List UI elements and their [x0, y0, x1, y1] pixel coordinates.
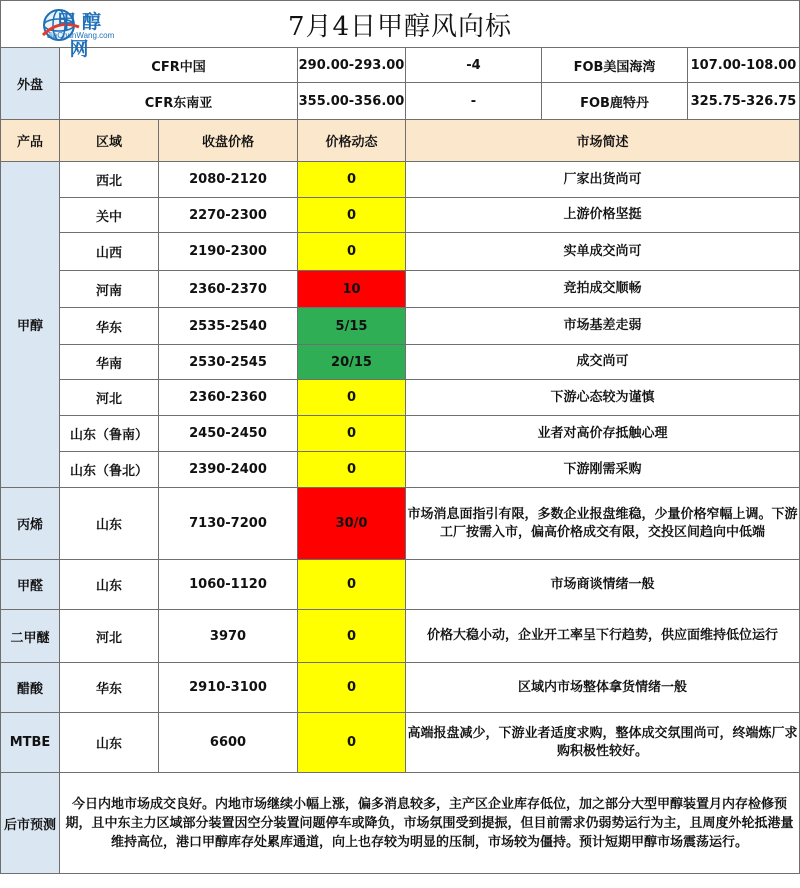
page-title: 7月4日甲醇风向标	[287, 11, 513, 42]
external-change-1a: -4	[406, 48, 542, 83]
price-cell: 2535-2540	[159, 308, 298, 345]
methanol-row	[1, 198, 800, 233]
methanol-row	[1, 271, 800, 308]
title-row	[1, 1, 800, 60]
jiachunwang-logo	[5, 5, 117, 60]
logo-chinese-text: 甲醇网	[56, 11, 107, 60]
methanol-row	[1, 380, 800, 416]
change-cell: 0	[298, 416, 406, 452]
region-cell: 华东	[60, 663, 159, 713]
header-close-price: 收盘价格	[159, 120, 298, 162]
desc-cell: 高端报盘减少，下游业者适度求购，整体成交氛围尚可，终端炼厂求购积极性较好。	[406, 713, 800, 773]
change-cell: 0	[298, 380, 406, 416]
logo-english-text: JiaChunWang.com	[47, 31, 115, 40]
dme-row	[1, 610, 800, 663]
price-cell: 3970	[159, 610, 298, 663]
region-cell: 山东（鲁南）	[60, 416, 159, 452]
external-row-2	[1, 83, 800, 120]
region-cell: 山东	[60, 560, 159, 610]
price-cell: 2450-2450	[159, 416, 298, 452]
external-change-2a: -	[406, 83, 542, 120]
header-market-summary: 市场简述	[406, 120, 800, 162]
external-price-1a: 290.00-293.00	[298, 48, 406, 83]
desc-cell: 实单成交尚可	[406, 233, 800, 271]
region-cell: 山西	[60, 233, 159, 271]
region-cell: 华东	[60, 308, 159, 345]
change-cell: 30/0	[298, 488, 406, 560]
external-price-2a: 355.00-356.00	[298, 83, 406, 120]
report-table	[0, 0, 800, 120]
region-cell: 河南	[60, 271, 159, 308]
external-name-1a: CFR中国	[60, 48, 298, 83]
region-cell: 华南	[60, 345, 159, 380]
methanol-row	[1, 452, 800, 488]
methanol-row	[1, 345, 800, 380]
change-cell: 0	[298, 713, 406, 773]
price-cell: 2270-2300	[159, 198, 298, 233]
region-cell: 河北	[60, 610, 159, 663]
region-cell: 河北	[60, 380, 159, 416]
header-region: 区域	[60, 120, 159, 162]
desc-cell: 价格大稳小动，企业开工率呈下行趋势，供应面维持低位运行	[406, 610, 800, 663]
region-cell: 山东（鲁北）	[60, 452, 159, 488]
change-cell: 0	[298, 610, 406, 663]
price-cell: 6600	[159, 713, 298, 773]
price-cell: 1060-1120	[159, 560, 298, 610]
acetic-row	[1, 663, 800, 713]
price-cell: 2390-2400	[159, 452, 298, 488]
change-cell: 0	[298, 198, 406, 233]
external-price-1b: 107.00-108.00	[688, 48, 800, 83]
price-cell: 2530-2545	[159, 345, 298, 380]
desc-cell: 下游刚需采购	[406, 452, 800, 488]
desc-cell: 厂家出货尚可	[406, 162, 800, 198]
methanol-row	[1, 162, 800, 198]
mtbe-row	[1, 713, 800, 773]
product-mtbe: MTBE	[1, 713, 60, 773]
forecast-text: 今日内地市场成交良好。内地市场继续小幅上涨，偏多消息较多，主产区企业库存低位，加之部分大型甲醇装置月内存检修预期，且中东主力区域部分装置因空分装置问题停车或降负，市场氛围受到提振，但目前需求仍弱势运行为主，且周度外轮抵港量维持高位，港口甲醇库存处累库通道，向上也存较为明显的压制，市场较为僵持。预计短期甲醇市场震荡运行。	[60, 773, 800, 874]
desc-cell: 业者对高价存抵触心理	[406, 416, 800, 452]
external-price-2b: 325.75-326.75	[688, 83, 800, 120]
methanol-row	[1, 416, 800, 452]
change-cell: 0	[298, 162, 406, 198]
change-cell: 0	[298, 233, 406, 271]
change-cell: 0	[298, 560, 406, 610]
forecast-label: 后市预测	[1, 773, 60, 874]
product-formaldehyde: 甲醛	[1, 560, 60, 610]
external-name-2a: CFR东南亚	[60, 83, 298, 120]
change-cell: 10	[298, 271, 406, 308]
price-cell: 2080-2120	[159, 162, 298, 198]
external-row-1	[1, 48, 800, 83]
change-cell: 0	[298, 452, 406, 488]
change-cell: 20/15	[298, 345, 406, 380]
change-cell: 0	[298, 663, 406, 713]
desc-cell: 市场消息面指引有限，多数企业报盘维稳，少量价格窄幅上调。下游工厂按需入市，偏高价格成交有限，交投区间趋向中低端	[406, 488, 800, 560]
desc-cell: 成交尚可	[406, 345, 800, 380]
desc-cell: 竞拍成交顺畅	[406, 271, 800, 308]
region-cell: 关中	[60, 198, 159, 233]
desc-cell: 上游价格坚挺	[406, 198, 800, 233]
price-cell: 7130-7200	[159, 488, 298, 560]
region-cell: 山东	[60, 713, 159, 773]
header-row	[1, 120, 800, 162]
external-label: 外盘	[1, 48, 60, 120]
desc-cell: 市场商谈情绪一般	[406, 560, 800, 610]
price-cell: 2190-2300	[159, 233, 298, 271]
price-cell: 2360-2360	[159, 380, 298, 416]
desc-cell: 市场基差走弱	[406, 308, 800, 345]
product-methanol: 甲醇	[1, 162, 60, 488]
region-cell: 山东	[60, 488, 159, 560]
product-propylene: 丙烯	[1, 488, 60, 560]
change-cell: 5/15	[298, 308, 406, 345]
formaldehyde-row	[1, 560, 800, 610]
methanol-row	[1, 308, 800, 345]
price-cell: 2360-2370	[159, 271, 298, 308]
product-acetic-acid: 醋酸	[1, 663, 60, 713]
forecast-row	[1, 773, 800, 874]
header-price-dynamic: 价格动态	[298, 120, 406, 162]
desc-cell: 下游心态较为谨慎	[406, 380, 800, 416]
methanol-row	[1, 233, 800, 271]
price-table	[0, 119, 800, 874]
propylene-row	[1, 488, 800, 560]
header-product: 产品	[1, 120, 60, 162]
external-name-1b: FOB美国海湾	[542, 48, 688, 83]
price-cell: 2910-3100	[159, 663, 298, 713]
product-dme: 二甲醚	[1, 610, 60, 663]
region-cell: 西北	[60, 162, 159, 198]
desc-cell: 区域内市场整体拿货情绪一般	[406, 663, 800, 713]
external-name-2b: FOB鹿特丹	[542, 83, 688, 120]
